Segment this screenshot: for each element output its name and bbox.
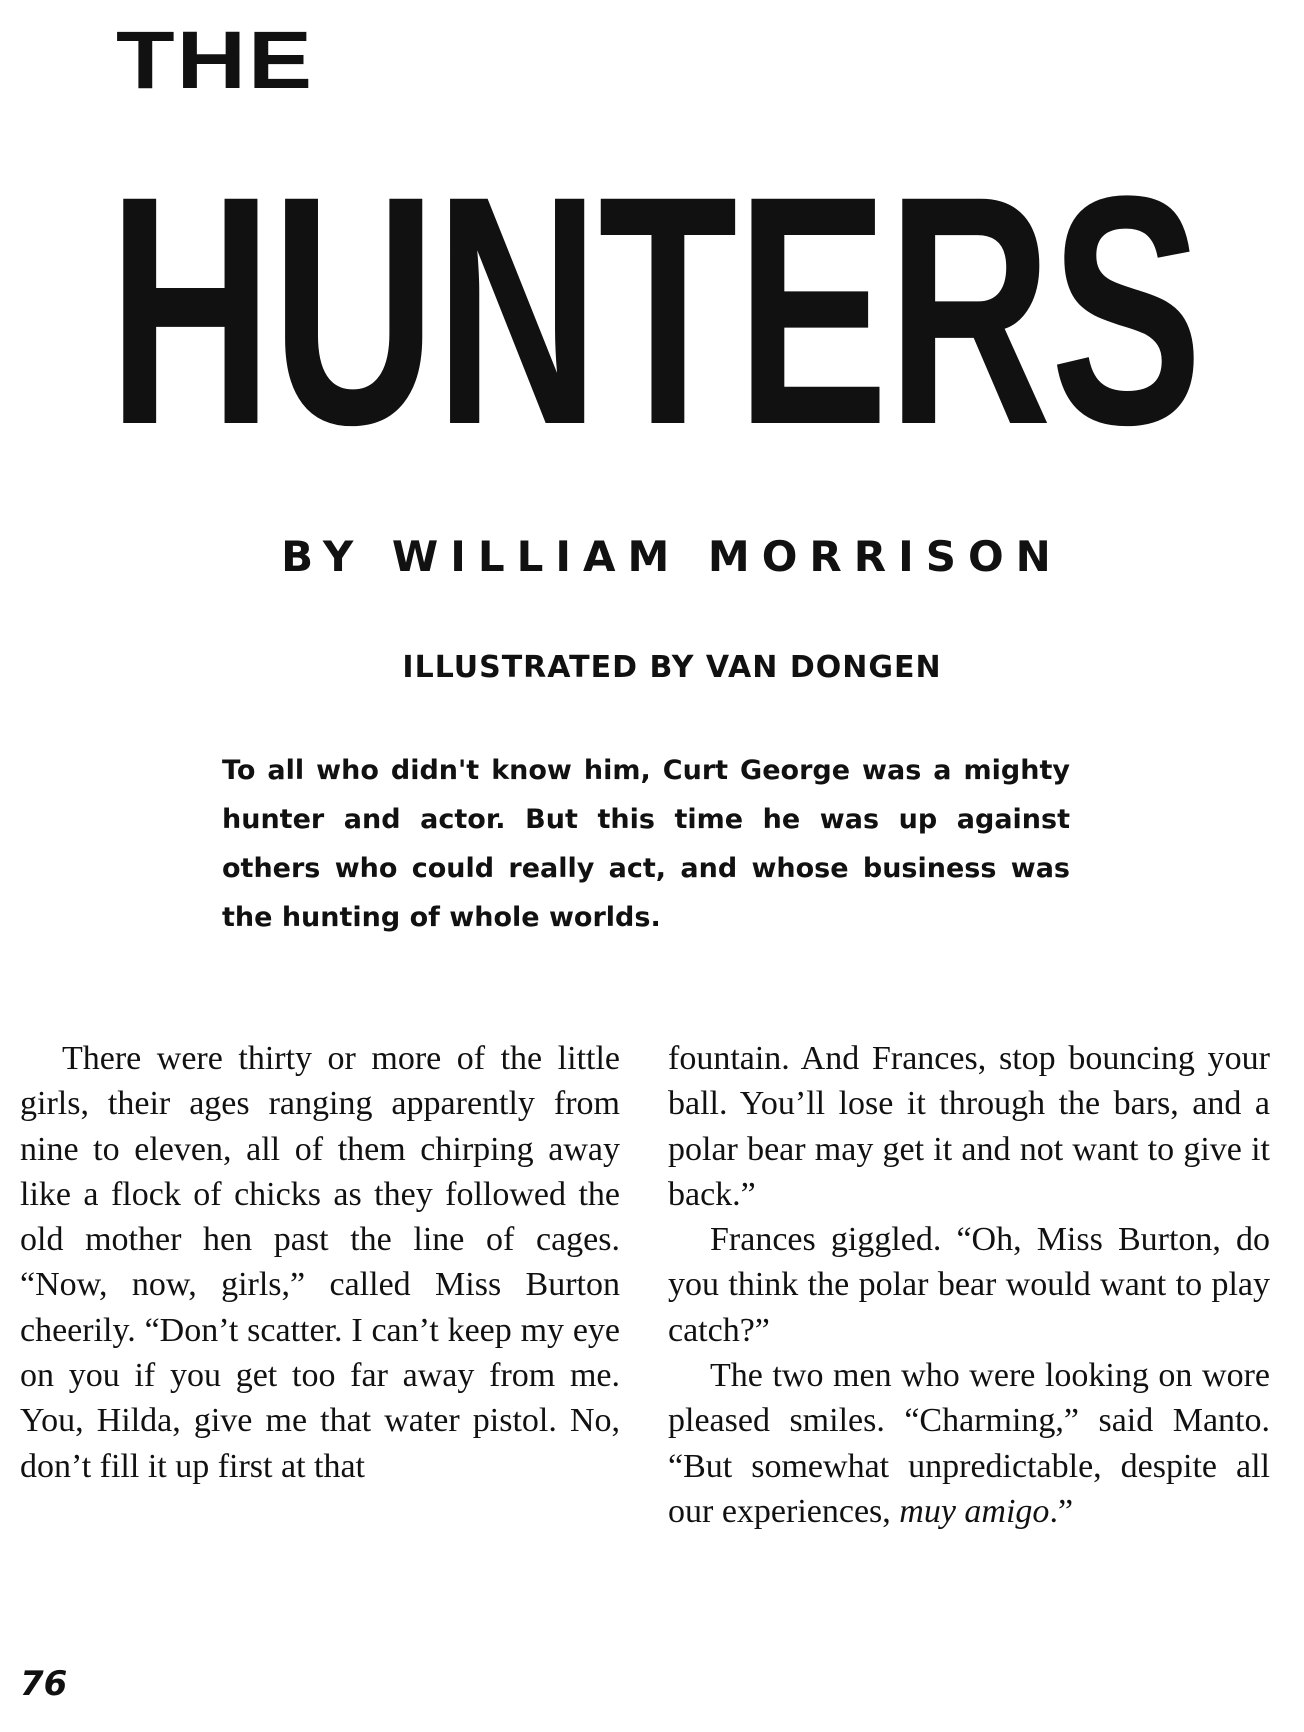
text-column-right (668, 1036, 1270, 1534)
paragraph-text: The two men who were looking on wore pleased smiles. “Charming,” said Manto. “But somewhat unpredictable, despite all our experiences, (668, 1357, 1270, 1530)
author-byline: BY WILLIAM MORRISON (281, 532, 1063, 581)
page-number: 76 (20, 1664, 68, 1704)
paragraph: Frances giggled. “Oh, Miss Burton, do you think the polar bear would want to play catch?” (668, 1221, 1270, 1349)
story-title: HUNTERS (108, 129, 1202, 493)
title-small: THE (116, 14, 314, 106)
paragraph-continued: fountain. And Frances, stop bouncing your ball. You’ll lose it through the bars, and a polar bear may get it and not want to give it back.” (668, 1040, 1270, 1213)
paragraph: There were thirty or more of the little girls, their ages ranging apparently from nine to eleven, all of them chirping away like a flock of chicks as they followed the old mother hen past the line of cages. “Now, now, girls,” called Miss Burton cheerily. “Don’t scatter. I can’t keep my eye on you if you get too far away from me. You, Hilda, give me that water pistol. No, don’t fill it up first at that (20, 1040, 620, 1485)
paragraph-end: .” (1049, 1492, 1074, 1530)
paragraph (668, 1353, 1270, 1534)
illustrator-credit: ILLUSTRATED BY VAN DONGEN (402, 650, 942, 685)
story-blurb: To all who didn't know him, Curt George was a mighty hunter and actor. But this time he was up against others who could really act, and whose business was the hunting of whole worlds. (222, 755, 1070, 933)
text-column-left (20, 1036, 620, 1489)
italic-phrase: muy amigo (899, 1492, 1050, 1530)
